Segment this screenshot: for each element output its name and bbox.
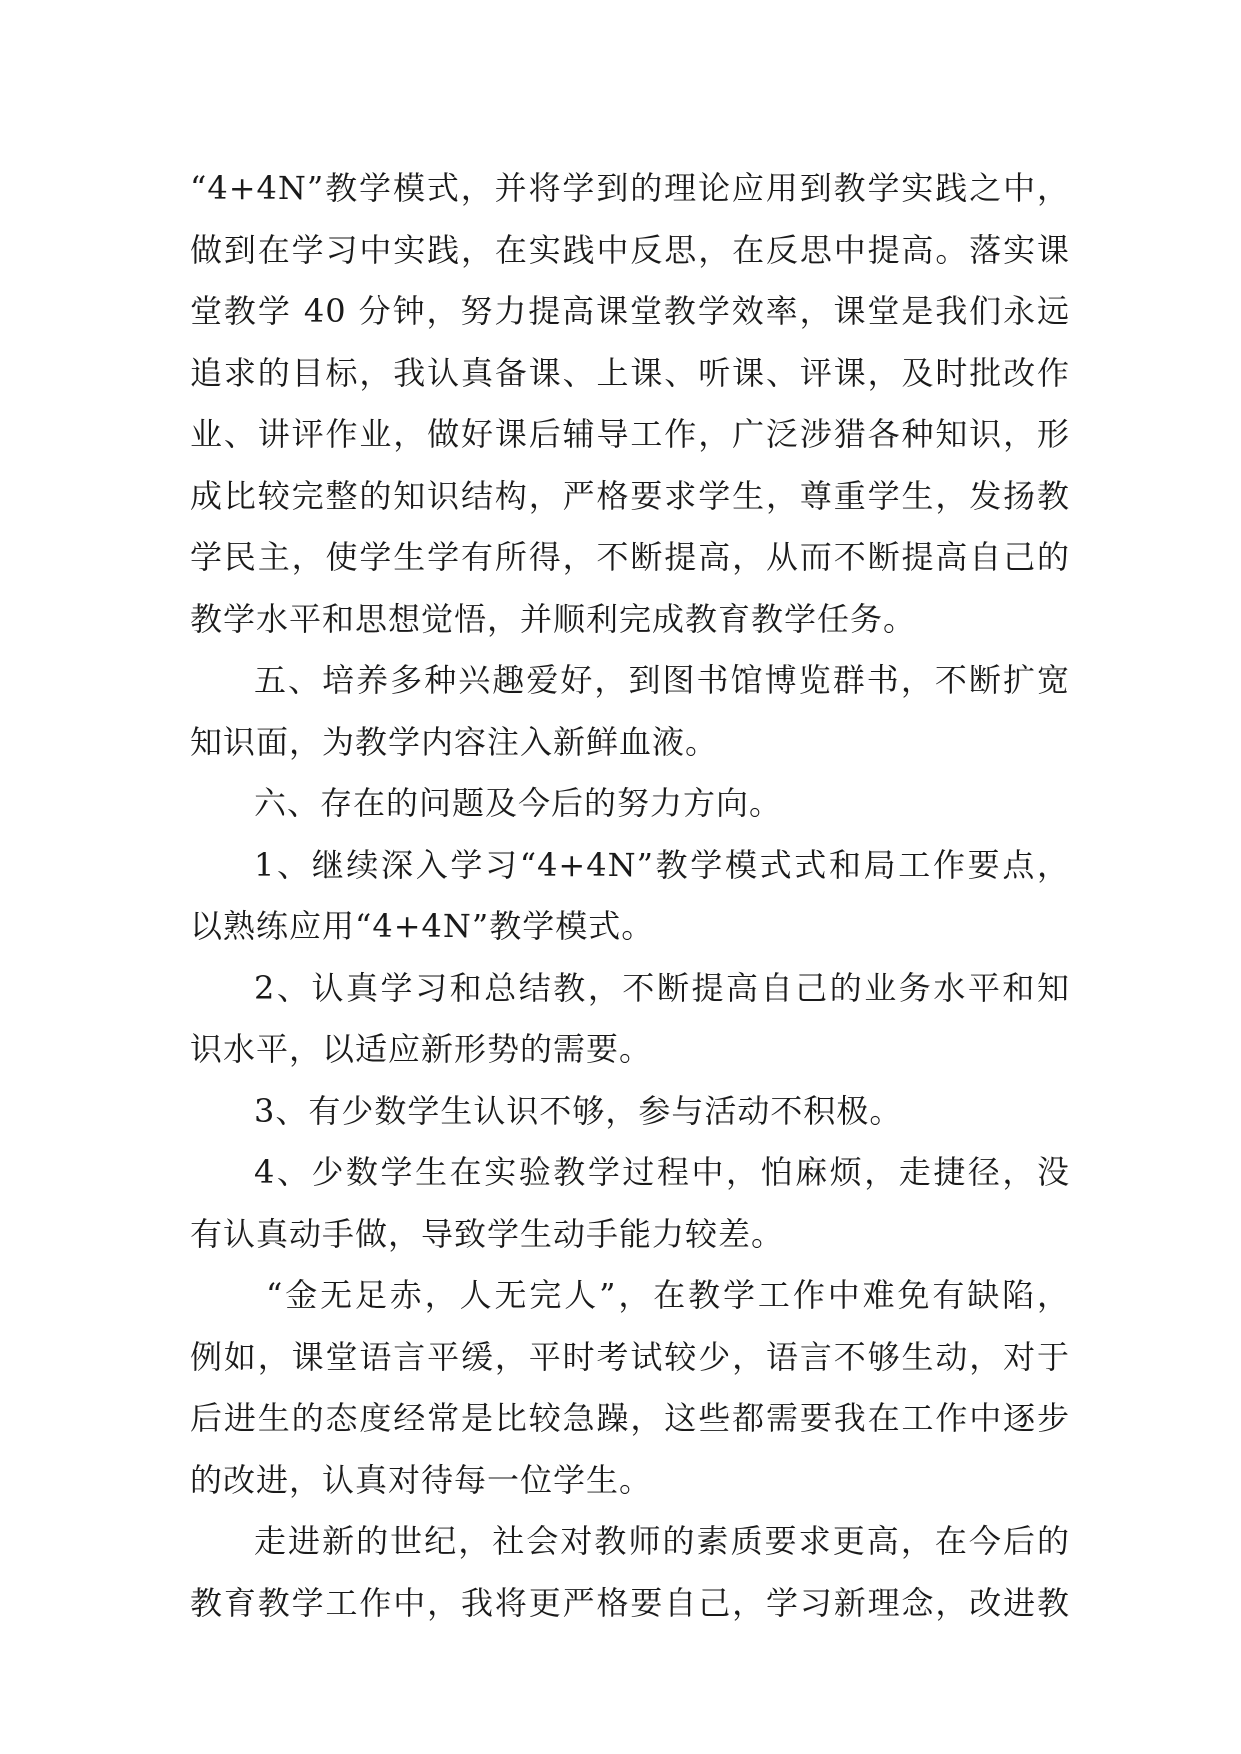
text-line: 六、存在的问题及今后的努力方向。 [254, 784, 783, 822]
text-line: 1、继续深入学习“4+4N”教学模式式和局工作要点， [254, 845, 1070, 884]
text-line: 堂教学 40 分钟，努力提高课堂教学效率，课堂是我们永远 [190, 292, 1070, 330]
text-line: 知识面，为教学内容注入新鲜血液。 [190, 722, 719, 761]
body-text [190, 158, 1070, 1634]
text-line: 以熟练应用“4+4N”教学模式。 [190, 907, 655, 945]
text-line: 3、有少数学生认识不够，参与活动不积极。 [254, 1091, 903, 1130]
text-line: 识水平，以适应新形势的需要。 [190, 1030, 653, 1068]
text-line: 业、讲评作业，做好课后辅导工作，广泛涉猎各种知识，形 [190, 415, 1070, 453]
text-line: 2、认真学习和总结教，不断提高自己的业务水平和知 [254, 968, 1070, 1007]
text-line: 有认真动手做，导致学生动手能力较差。 [190, 1214, 785, 1253]
text-line: 教学水平和思想觉悟，并顺利完成教育教学任务。 [190, 599, 917, 638]
text-line: 走进新的世纪，社会对教师的素质要求更高，在今后的 [254, 1522, 1070, 1560]
text-line: 的改进，认真对待每一位学生。 [190, 1460, 653, 1499]
text-line: 做到在学习中实践，在实践中反思，在反思中提高。落实课 [190, 230, 1070, 269]
text-line: 五、培养多种兴趣爱好，到图书馆博览群书，不断扩宽 [254, 661, 1070, 699]
text-line: 学民主，使学生学有所得，不断提高，从而不断提高自己的 [190, 538, 1070, 576]
text-line: 追求的目标，我认真备课、上课、听课、评课，及时批改作 [190, 353, 1070, 392]
text-line: 后进生的态度经常是比较急躁，这些都需要我在工作中逐步 [190, 1399, 1070, 1437]
text-line: “金无足赤，人无完人”，在教学工作中难免有缺陷， [266, 1276, 1070, 1314]
text-line: 例如，课堂语言平缓，平时考试较少，语言不够生动，对于 [190, 1337, 1070, 1376]
text-line: “4+4N”教学模式，并将学到的理论应用到教学实践之中， [190, 169, 1070, 207]
text-line: 教育教学工作中，我将更严格要自己，学习新理念，改进教 [190, 1583, 1070, 1622]
text-line: 成比较完整的知识结构，严格要求学生，尊重学生，发扬教 [190, 476, 1070, 515]
text-line: 4、少数学生在实验教学过程中，怕麻烦，走捷径，没 [254, 1153, 1070, 1191]
